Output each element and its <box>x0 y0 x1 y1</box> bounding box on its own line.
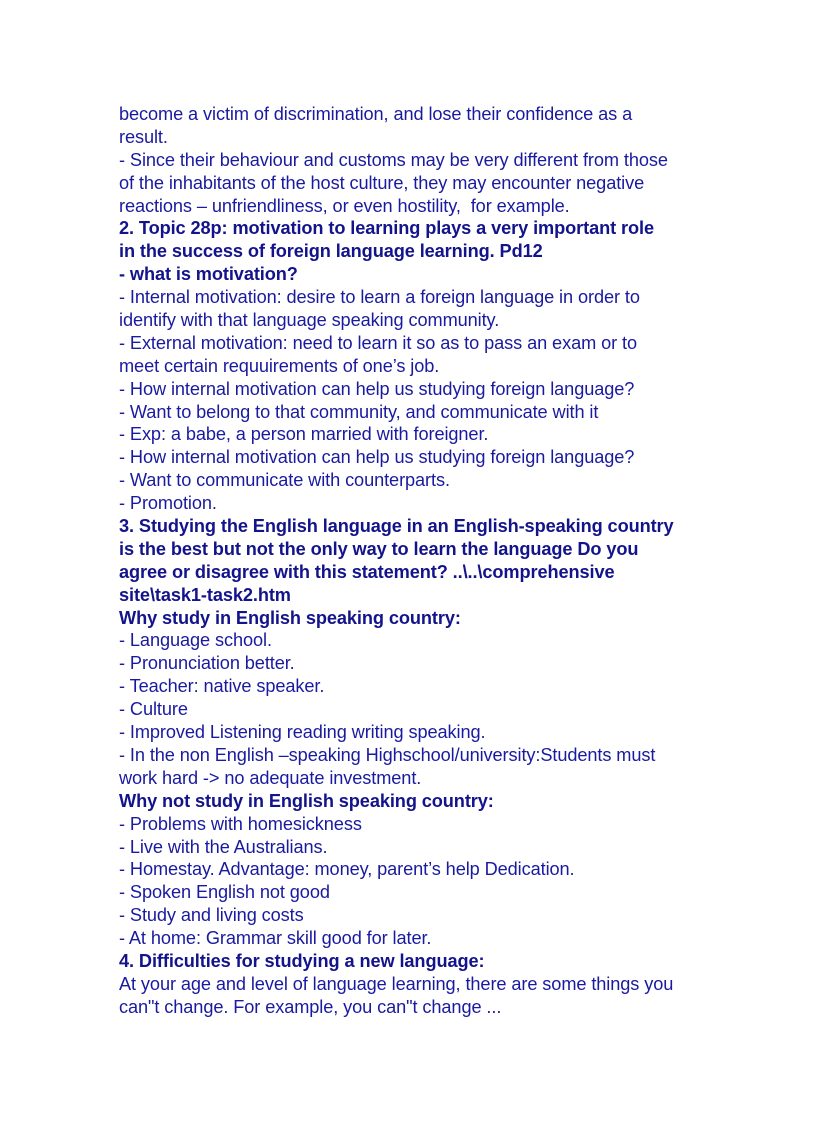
text-line: work hard -> no adequate investment. <box>119 767 422 788</box>
text-line: - Teacher: native speaker. <box>119 676 325 697</box>
text-line: - Problems with homesickness <box>119 813 362 834</box>
text-line: - Pronunciation better. <box>119 653 295 674</box>
heading-line: site\task1-task2.htm <box>119 584 291 605</box>
text-line: - Study and living costs <box>119 905 304 926</box>
text-line: of the inhabitants of the host culture, they may encounter negative <box>119 172 645 193</box>
text-line: - Live with the Australians. <box>119 836 328 857</box>
text-line: - External motivation: need to learn it so as to pass an exam or to <box>119 332 637 353</box>
heading-line: 2. Topic 28p: motivation to learning plays a very important role <box>119 218 654 239</box>
text-line: - Spoken English not good <box>119 882 330 903</box>
text-line: - At home: Grammar skill good for later. <box>119 928 432 949</box>
text-line: - Language school. <box>119 630 272 651</box>
text-line: - Homestay. Advantage: money, parent’s help Dedication. <box>119 859 575 880</box>
text-line: - Promotion. <box>119 493 217 514</box>
text-line: - Internal motivation: desire to learn a foreign language in order to <box>119 287 640 308</box>
heading-line: in the success of foreign language learning. Pd12 <box>119 241 543 262</box>
heading-line: 4. Difficulties for studying a new language: <box>119 950 485 971</box>
text-line: At your age and level of language learning, there are some things you <box>119 973 674 994</box>
text-line: can"t change. For example, you can"t change ... <box>119 996 502 1017</box>
text-line: identify with that language speaking community. <box>119 310 500 331</box>
heading-line: 3. Studying the English language in an English-speaking country <box>119 516 674 537</box>
heading-line: Why not study in English speaking country: <box>119 790 494 811</box>
text-line: - Want to communicate with counterparts. <box>119 470 450 491</box>
text-line: - How internal motivation can help us studying foreign language? <box>119 378 635 399</box>
text-line: - Exp: a babe, a person married with foreigner. <box>119 424 489 445</box>
text-line: meet certain requuirements of one’s job. <box>119 355 440 376</box>
text-line: - Culture <box>119 699 188 720</box>
text-line: - Since their behaviour and customs may be very different from those <box>119 149 668 170</box>
text-line: reactions – unfriendliness, or even hostility, for example. <box>119 195 570 216</box>
document-page <box>119 103 719 1019</box>
heading-line: agree or disagree with this statement? ..\..\comprehensive <box>119 561 615 582</box>
heading-line: Why study in English speaking country: <box>119 607 461 628</box>
text-line: - How internal motivation can help us studying foreign language? <box>119 447 635 468</box>
text-line: - Improved Listening reading writing speaking. <box>119 722 486 743</box>
heading-line: - what is motivation? <box>119 264 298 285</box>
text-line: result. <box>119 126 168 147</box>
text-line: become a victim of discrimination, and lose their confidence as a <box>119 104 633 124</box>
heading-line: is the best but not the only way to learn the language Do you <box>119 538 639 559</box>
text-line: - In the non English –speaking Highschool/university:Students must <box>119 744 656 765</box>
text-line: - Want to belong to that community, and communicate with it <box>119 401 599 422</box>
